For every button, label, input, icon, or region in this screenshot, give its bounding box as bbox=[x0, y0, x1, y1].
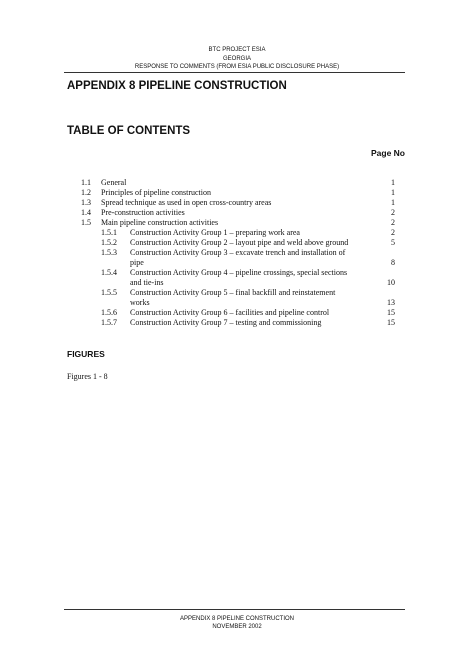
toc-entry-page: 5 bbox=[391, 238, 395, 247]
figures-heading: FIGURES bbox=[67, 349, 105, 359]
toc-entry-title: and tie-ins bbox=[130, 278, 164, 287]
toc-entry-page: 1 bbox=[391, 188, 395, 197]
toc-entry-page: 2 bbox=[391, 208, 395, 217]
toc-entry-number: 1.1 bbox=[81, 178, 91, 187]
toc-entry-title: General bbox=[101, 178, 127, 187]
toc-entry-page: 2 bbox=[391, 228, 395, 237]
footer-date: NOVEMBER 2002 bbox=[212, 624, 262, 630]
toc-entry-title: pipe bbox=[130, 258, 144, 267]
toc-entry-title: Construction Activity Group 5 – final backfill and reinstatement bbox=[130, 288, 336, 297]
toc-entry-number: 1.2 bbox=[81, 188, 91, 197]
toc-heading: TABLE OF CONTENTS bbox=[67, 125, 191, 137]
footer-divider bbox=[64, 609, 405, 610]
toc-entry-page: 8 bbox=[391, 258, 395, 267]
toc-entry-page: 1 bbox=[391, 198, 395, 207]
header-subtitle: RESPONSE TO COMMENTS (FROM ESIA PUBLIC DISCLOSURE PHASE) bbox=[134, 64, 340, 70]
footer-title: APPENDIX 8 PIPELINE CONSTRUCTION bbox=[179, 616, 295, 622]
toc-entry-title: Construction Activity Group 7 – testing and commissioning bbox=[130, 318, 322, 327]
page-no-label: Page No bbox=[370, 148, 405, 158]
toc-entry-number: 1.5.5 bbox=[101, 288, 117, 297]
toc-entry-number: 1.3 bbox=[81, 198, 91, 207]
toc-entry-title: Principles of pipeline construction bbox=[101, 188, 211, 197]
toc-entry-page: 2 bbox=[391, 218, 395, 227]
toc-entry-title: Construction Activity Group 3 – excavate trench and installation of bbox=[130, 248, 346, 257]
toc-entry-page: 15 bbox=[387, 308, 395, 317]
toc-entry-title: works bbox=[130, 298, 150, 307]
toc-entry-title: Construction Activity Group 4 – pipeline crossings, special sections bbox=[130, 268, 348, 277]
toc-entry-page: 1 bbox=[391, 178, 395, 187]
toc-entry-number: 1.5.4 bbox=[101, 268, 117, 277]
toc-entry-title: Construction Activity Group 2 – layout pipe and weld above ground bbox=[130, 238, 349, 247]
toc-entry-title: Spread technique as used in open cross-country areas bbox=[101, 198, 272, 207]
toc-entry-number: 1.4 bbox=[81, 208, 91, 217]
header-country: GEORGIA bbox=[222, 56, 251, 62]
toc-entry-title: Construction Activity Group 1 – preparing work area bbox=[130, 228, 300, 237]
header-divider bbox=[64, 72, 405, 73]
toc-entry-number: 1.5.7 bbox=[101, 318, 117, 327]
toc-entry-title: Main pipeline construction activities bbox=[101, 218, 219, 227]
toc-entry-number: 1.5.1 bbox=[101, 228, 117, 237]
toc-entry-number: 1.5.2 bbox=[101, 238, 117, 247]
figures-list: Figures 1 - 8 bbox=[67, 372, 108, 381]
header-project: BTC PROJECT ESIA bbox=[208, 47, 266, 53]
toc-entry-page: 15 bbox=[387, 318, 395, 327]
appendix-title: APPENDIX 8 PIPELINE CONSTRUCTION bbox=[67, 80, 287, 92]
toc-entry-number: 1.5.6 bbox=[101, 308, 117, 317]
toc-entry-number: 1.5 bbox=[81, 218, 91, 227]
toc-entry-title: Construction Activity Group 6 – facilities and pipeline control bbox=[130, 308, 330, 317]
toc-entry-page: 10 bbox=[387, 278, 395, 287]
toc-entry-title: Pre-construction activities bbox=[101, 208, 185, 217]
toc-entry-number: 1.5.3 bbox=[101, 248, 117, 257]
toc-entry-page: 13 bbox=[387, 298, 395, 307]
